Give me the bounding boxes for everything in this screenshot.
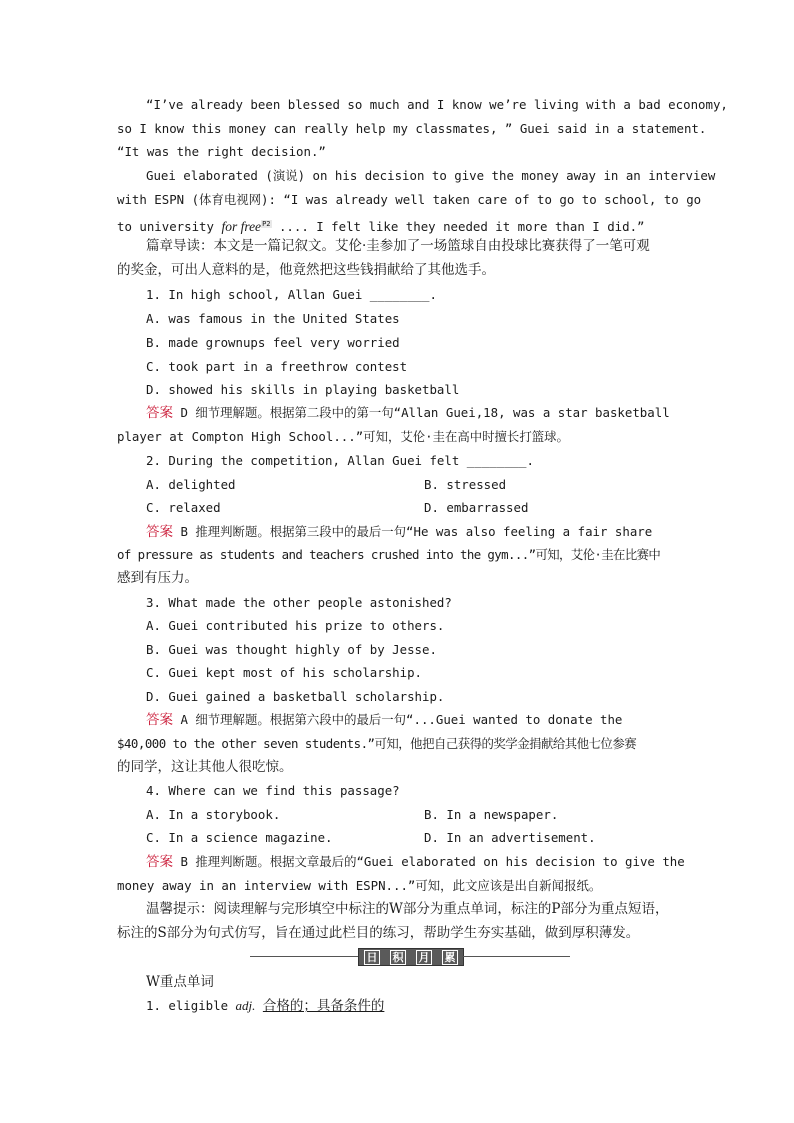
answer-line: 的同学，这让其他人很吃惊。 — [117, 759, 293, 775]
passage-text: to university — [117, 219, 222, 235]
option-c: C. relaxed — [146, 500, 221, 515]
banner-rule-left — [250, 956, 358, 957]
answer-text: B 推理判断题。根据第三段中的最后一句“He was also feeling a fair share — [180, 524, 653, 539]
phrase-for-free: for free — [221, 219, 262, 235]
option-b: B. stressed — [424, 477, 507, 492]
banner-char: 日 — [364, 950, 380, 965]
question-stem: 2. During the competition, Allan Guei felt ________. — [146, 453, 534, 468]
answer-line: 感到有压力。 — [117, 570, 198, 586]
answer-line: $40,000 to the other seven students.”可知，他把自己获得的奖学金捐献给其他七位参赛 — [117, 736, 637, 751]
option-d: D. embarrassed — [424, 500, 529, 515]
vocab-definition: 合格的；具备条件的 — [262, 998, 385, 1014]
section-banner — [250, 948, 570, 966]
option-a: A. Guei contributed his prize to others. — [146, 618, 445, 633]
answer-line: of pressure as students and teachers crushed into the gym...”可知，艾伦·圭在比赛中 — [117, 547, 661, 562]
option-d: D. Guei gained a basketball scholarship. — [146, 689, 445, 704]
vocab-heading: W重点单词 — [146, 974, 214, 990]
answer-text: B 推理判断题。根据文章最后的“Guei elaborated on his decision to give the — [180, 854, 685, 869]
option-b: B. In a newspaper. — [424, 807, 559, 822]
answer-line — [146, 524, 652, 540]
passage-line: “It was the right decision.” — [117, 144, 326, 159]
question-stem: 1. In high school, Allan Guei ________. — [146, 287, 437, 302]
option-c: C. Guei kept most of his scholarship. — [146, 665, 423, 680]
option-d: D. In an advertisement. — [424, 830, 596, 845]
passage-line: so I know this money can really help my classmates, ” Guei said in a statement. — [117, 121, 707, 136]
answer-line — [146, 854, 685, 870]
question-stem: 4. Where can we find this passage? — [146, 783, 400, 798]
banner-char: 累 — [442, 950, 458, 965]
option-c: C. took part in a freethrow contest — [146, 359, 408, 374]
tip-line: 温馨提示：阅读理解与完形填空中标注的W部分为重点单词，标注的P部分为重点短语， — [146, 901, 669, 917]
banner-title-box — [358, 948, 464, 966]
guide-line: 篇章导读：本文是一篇记叙文。艾伦·圭参加了一场篮球自由投球比赛获得了一笔可观 — [146, 238, 650, 254]
guide-line: 的奖金，可出人意料的是，他竟然把这些钱捐献给了其他选手。 — [117, 262, 495, 278]
option-b: B. Guei was thought highly of by Jesse. — [146, 642, 437, 657]
answer-label: 答案 — [146, 854, 173, 870]
passage-text: .... I felt like they needed it more than I did.” — [271, 219, 645, 235]
answer-line: money away in an interview with ESPN...”可知，此文应该是出自新闻报纸。 — [117, 878, 602, 893]
tip-line: 标注的S部分为句式仿写，旨在通过此栏目的练习，帮助学生夯实基础，做到厚积薄发。 — [117, 925, 640, 941]
option-a: A. delighted — [146, 477, 236, 492]
option-c: C. In a science magazine. — [146, 830, 333, 845]
option-a: A. In a storybook. — [146, 807, 281, 822]
answer-line — [146, 405, 670, 421]
answer-label: 答案 — [146, 405, 173, 421]
answer-line — [146, 712, 622, 728]
option-a: A. was famous in the United States — [146, 311, 400, 326]
banner-char: 积 — [390, 950, 406, 965]
phrase-marker-p2: P2 — [262, 220, 271, 228]
vocab-pos: adj. — [235, 998, 256, 1013]
vocab-item — [146, 998, 384, 1014]
banner-char: 月 — [416, 950, 432, 965]
passage-line: “I’ve already been blessed so much and I know we’re living with a bad economy, — [146, 97, 728, 112]
vocab-word: 1. eligible — [146, 998, 236, 1013]
passage-line: with ESPN (体育电视网): “I was already well taken care of to go to school, to go — [117, 192, 702, 207]
answer-label: 答案 — [146, 524, 173, 540]
passage-line: Guei elaborated (演说) on his decision to give the money away in an interview — [146, 168, 716, 183]
answer-line: player at Compton High School...”可知，艾伦·圭在高中时擅长打篮球。 — [117, 429, 569, 444]
question-stem: 3. What made the other people astonished? — [146, 595, 452, 610]
option-d: D. showed his skills in playing basketball — [146, 382, 460, 397]
banner-rule-right — [462, 956, 570, 957]
answer-label: 答案 — [146, 712, 173, 728]
answer-text: A 细节理解题。根据第六段中的最后一句“...Guei wanted to donate the — [180, 712, 623, 727]
answer-text: D 细节理解题。根据第二段中的第一句“Allan Guei,18, was a star basketball — [180, 405, 670, 420]
passage-line — [117, 216, 645, 235]
option-b: B. made grownups feel very worried — [146, 335, 400, 350]
